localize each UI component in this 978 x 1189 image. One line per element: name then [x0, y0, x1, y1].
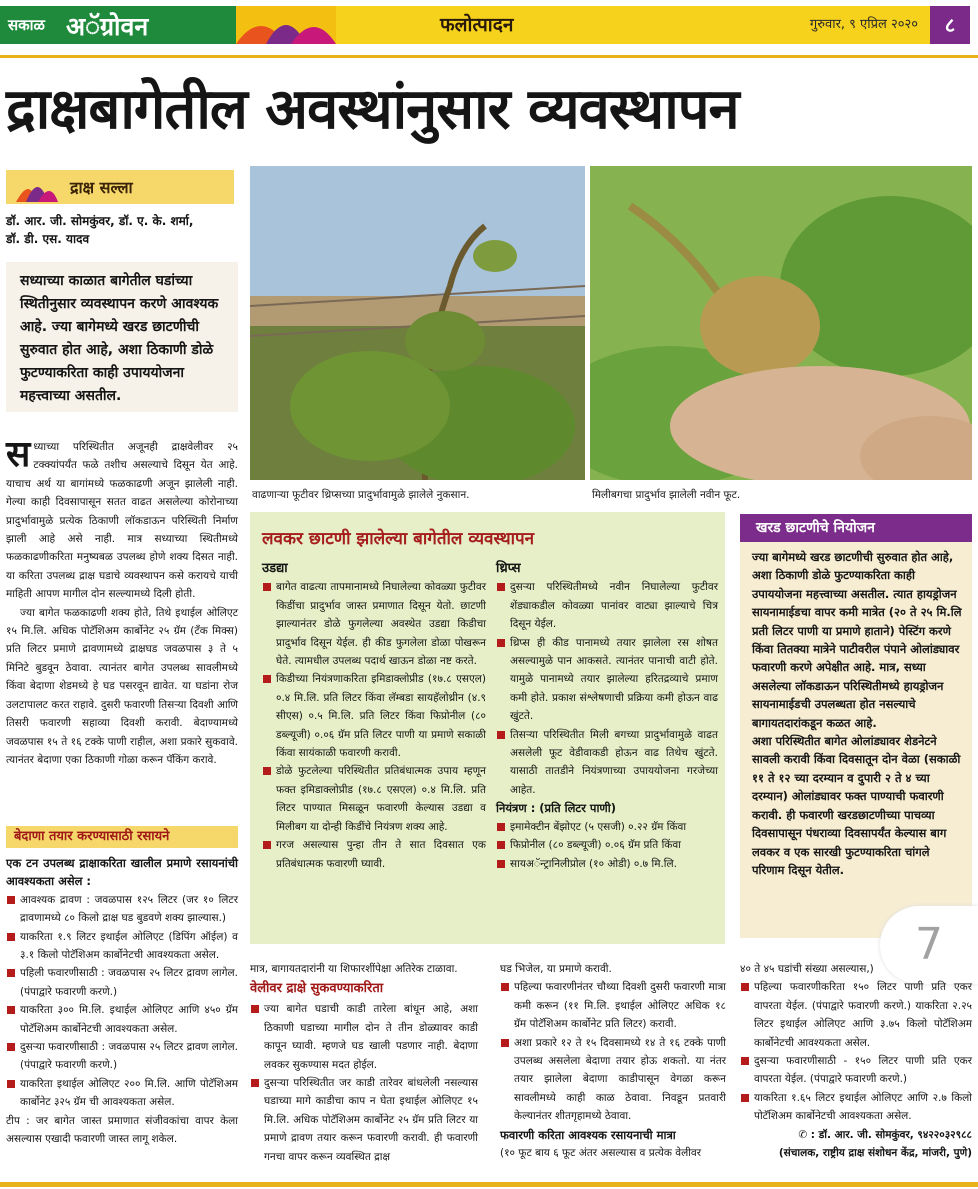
lead-text: सध्याच्या काळात बागेतील घडांच्या स्थितीनुसार व्यवस्थापन करणे आवश्यक आहे. ज्या बागेमध्ये खरड छाटणीची सुरुवात होत आहे, अशा ठिकाणी डोळे फुटण्याकरिता काही उपाययोजना महत्त्वाच्या असतील. — [20, 273, 219, 404]
raisin-note: टीप : जर बागेत जास्त प्रमाणात संजीवकांचा वापर केला असल्यास एखादी फवारणी जास्त लागू शकेल. — [6, 1114, 238, 1146]
early-pruning-col-1 — [262, 560, 486, 873]
control-heading: नियंत्रण : (प्रति लिटर पाणी) — [496, 801, 616, 816]
list-item: थ्रिप्स ही कीड पानामध्ये तयार झालेला रस शोषत असल्यामुळे पान आकसते. त्यानंतर पानाची वाटी होते. यामुळे पानामध्ये तयार झालेल्या हरितद्रव्याचे प्रमाण कमी होते. प्रकाश संश्लेषणाची प्रक्रिया कमी होऊन वाढ खुंटते. — [496, 634, 718, 726]
kharad-para-2: अशा परिस्थितीत बागेत ओलांड्यावर शेडनेटने सावली करावी किंवा दिवसातून दोन वेळा (सकाळी ११ ते १२ च्या दरम्यान व दुपारी २ ते ४ च्या दरम्यान) ओलांड्यावर फक्त पाण्याची फवारणी करावी. ही फवारणी खरडछाटणीच्या पाचव्या दिवसापासून पंधराव्या दिवसापर्यंत केल्यास बाग लवकर व एक सारखी फुटण्याकरिता चांगले परिणाम दिसून येतील. — [752, 734, 961, 877]
lotus-icon — [10, 170, 60, 204]
lower-text: घड भिजेल, या प्रमाणे करावी. — [500, 963, 612, 975]
list-item: फिप्रोनील (८० डब्ल्यूजी) ०.०६ ग्रॅम प्रति किंवा — [496, 836, 718, 854]
list-item: इमामेक्टीन बेंझोएट (५ एसजी) ०.२२ ग्रॅम किंवा — [496, 818, 718, 836]
list-item: पहिल्या फवारणीकरिता १५० लिटर पाणी प्रति एकर वापरता येईल. (पंपाद्वारे फवारणी करणे.) याकरिता २.२५ लिटर इथाईल ओलिएट आणि ३.७५ किलो पोटॅशिअम कार्बोनेटची आवश्यकता असेल. — [740, 978, 972, 1052]
lower-col-3 — [500, 960, 726, 1162]
author-line: डॉ. डी. एस. यादव — [6, 232, 90, 246]
list-item: ज्या बागेत घडाची काडी तारेला बांधून आहे, अशा ठिकाणी घडाच्या मागील दोन ते तीन डोळ्यावर काडी कापून घ्यावी. म्हणजे घड खाली पडणार नाही. बेदाणा लवकर सुकण्यास मदत होईल. — [250, 1000, 478, 1074]
list-item: याकरिता १.९ लिटर इथाईल ओलिएट (डिपिंग ऑईल) व ३.१ किलो पोटॅशिअम कार्बोनेटची आवश्यकता असेल. — [6, 928, 238, 965]
photo-caption-2: मिलीबगचा प्रादुर्भाव झालेली नवीन फूट. — [592, 489, 741, 501]
phone-icon: ✆ — [798, 1128, 808, 1141]
intro-para-1: ध्याच्या परिस्थितीत अजूनही द्राक्षवेलीवर २५ टक्क्यांपर्यंत फळे तशीच असल्याचे दिसून येत आहे. याचाच अर्थ या बागांमध्ये फळकाढणी अजून झालेली नाही. गेल्या काही दिवसापासून सतत वाढत असलेल्या कोरोनाच्या प्रादुर्भावामुळे प्रत्येक ठिकाणी लॉकडाऊन परिस्थिती निर्माण झाली आहे असे नाही. मात्र सध्याच्या स्थितीमध्ये फळकाढणीकरिता मनुष्यबळ उपलब्ध होणे शक्य दिसत नाही. या करिता उपलब्ध द्राक्ष घडाचे व्यवस्थापन कसे करायचे याची माहिती आपण मागील दोन सल्ल्यामध्ये दिली होती. — [6, 441, 238, 601]
list-item: दुसऱ्या परिस्थितीमध्ये नवीन निघालेल्या फुटीवर शेंड्याकडील कोवळ्या पानांवर वाट्या झाल्याचे चित्र दिसून येईल. — [496, 578, 718, 633]
kharad-heading: खरड छाटणीचे नियोजन — [740, 514, 972, 542]
raisin-list — [6, 854, 238, 1149]
section-name: फलोत्पादन — [440, 14, 514, 36]
list-item: आवश्यक द्रावण : जवळपास १२५ लिटर (जर १० लिटर द्रावणामध्ये ८० किलो द्राक्ष घड बुडवणे शक्य झाल्यास.) — [6, 891, 238, 928]
photo-thrips-damage — [250, 166, 585, 480]
list-item: अशा प्रकारे १२ ते १५ दिवसामध्ये १४ ते १६ टक्के पाणी उपलब्ध असलेला बेदाणा तयार होऊ शकतो. या नंतर तयार झालेला बेदाणा काडीपासून वेगळा करून सावलीमध्ये काही काळ ठेवावा. निवडून प्रतवारी केल्यानंतर शीतगृहामध्ये ठेवावा. — [500, 1034, 726, 1126]
author-line: डॉ. आर. जी. सोमकुंवर, डॉ. ए. के. शर्मा, — [6, 214, 194, 228]
list-item: दुसऱ्या फवारणीसाठी - १५० लिटर पाणी प्रति एकर वापरता येईल. (पंपाद्वारे फवारणी करणे.) — [740, 1052, 972, 1089]
brand-block — [0, 6, 236, 44]
author-block — [6, 212, 238, 248]
brand-small: सकाळ — [8, 16, 45, 34]
header-rule — [0, 55, 978, 58]
raisin-heading: बेदाणा तयार करण्यासाठी रसायने — [6, 826, 238, 848]
lower-text: (१० फूट बाय ६ फूट अंतर असल्यास व प्रत्येक वेलीवर — [500, 1147, 702, 1160]
page-number: ८ — [930, 6, 970, 44]
list-item: याकरिता इथाईल ओलिएट २०० मि.लि. आणि पोटॅशिअम कार्बोनेट ३२५ ग्रॅम ची आवश्यकता असेल. — [6, 1075, 238, 1112]
list-item: दुसऱ्या परिस्थितीत जर काडी तारेवर बांधलेली नसल्यास घडाच्या मागे काडीचा काप न घेता इथाईल ओलिएट १५ मि.लि. अधिक पोटॅशिअम कार्बोनेट २५ ग्रॅम प्रति लिटर या प्रमाणे द्रावण तयार करून फवारणी करावी. ही फवारणी गनचा वापर करून व्यवस्थित द्राक्ष — [250, 1074, 478, 1166]
column-label: द्राक्ष सल्ला — [70, 178, 133, 197]
kharad-text — [752, 548, 964, 879]
lower-subheading: फवारणी करिता आवश्यक रसायनाची मात्रा — [500, 1127, 676, 1142]
lower-col-4 — [740, 960, 972, 1162]
intro-text — [6, 434, 239, 769]
page-marker: 7 — [880, 906, 978, 984]
lotus-art-icon — [236, 6, 336, 44]
list-item: पहिली फवारणीसाठी : जवळपास २५ लिटर द्रावण लागेल. (पंपाद्वारे फवारणी करणे.) — [6, 964, 238, 1001]
list-item: दुसऱ्या फवारणीसाठी : जवळपास २५ लिटर द्रावण लागेल. (पंपाद्वारे फवारणी करणे.) — [6, 1038, 238, 1075]
photo-caption-1: वाढणाऱ्या फूटीवर थ्रिप्सच्या प्रादुर्भावामुळे झालेले नुकसान. — [252, 489, 470, 501]
raisin-subheading: एक टन उपलब्ध द्राक्षाकरिता खालील प्रमाणे रसायनांची आवश्यकता असेल : — [6, 856, 238, 889]
list-item: किडीच्या नियंत्रणाकरिता इमिडाक्लोप्रीड (१७.८ एसएल) ०.४ मि.लि. प्रति लिटर किंवा लॅम्बडा सायहॅलोथ्रीन (४.९ सीएस) ०.५ मि.लि. प्रति लिटर किंवा फिप्रोनील (८० डब्ल्यूजी) ०.०६ ग्रॅम प्रति लिटर पाणी या प्रमाणे सकाळी किंवा सायंकाळी फवारणी करावी. — [262, 670, 486, 762]
dropcap: स — [6, 434, 31, 475]
list-item: तिसऱ्या परिस्थितीत मिली बगच्या प्रादुर्भावामुळे वाढत असलेली फूट वेडीवाकडी होऊन वाढ तिथेच खुंटते. यासाठी तातडीने नियंत्रणाच्या उपाययोजना गरजेच्या आहेत. — [496, 726, 718, 800]
headline: द्राक्षबागेतील अवस्थांनुसार व्यवस्थापन — [6, 77, 739, 142]
footer-rule — [0, 1182, 978, 1187]
lower-text: मात्र, बागायतदारांनी या शिफारशींपेक्षा अतिरेक टाळावा. — [250, 963, 458, 975]
early-pruning-title: लवकर छाटणी झालेल्या बागेतील व्यवस्थापन — [262, 529, 535, 549]
list-item: याकरिता ३०० मि.लि. इथाईल ओलिएट आणि ४५० ग्रॅम पोटॅशिअम कार्बोनेटची आवश्यकता असेल. — [6, 1001, 238, 1038]
col-heading: उडद्या — [262, 561, 288, 576]
lower-col-2 — [250, 960, 478, 1166]
list-item: सायअॅन्ट्रानिलीप्रोल (१० ओडी) ०.७ मि.लि. — [496, 855, 718, 873]
contact-line: : डॉ. आर. जी. सोमकुंवर, ९४२२०३२९८८ — [810, 1128, 972, 1141]
list-item: गरज असल्यास पुन्हा तीन ते सात दिवसात एक प्रतिबंधात्मक फवारणी घ्यावी. — [262, 836, 486, 873]
early-pruning-col-2 — [496, 560, 718, 873]
author-affiliation: (संचालक, राष्ट्रीय द्राक्ष संशोधन केंद्र, मांजरी, पुणे) — [778, 1147, 972, 1160]
lower-heading: वेलीवर द्राक्षे सुकवण्याकरिता — [250, 981, 384, 997]
brand-name: अॅग्रोवन — [66, 12, 149, 41]
list-item: पहिल्या फवारणीनंतर चौथ्या दिवशी दुसरी फवारणी मात्रा कमी करून (११ मि.लि. इथाईल ओलिएट अधिक १८ ग्रॅम पोटॅशिअम कार्बोनेट प्रति लिटर) करावी. — [500, 978, 726, 1033]
lower-text: ४० ते ४५ घडांची संख्या असल्यास,) — [740, 963, 874, 975]
list-item: बागेत वाढत्या तापमानामध्ये निघालेल्या कोवळ्या फुटीवर किडींचा प्रादुर्भाव जास्त प्रमाणात दिसून येतो. छाटणी झाल्यानंतर डोळे फुगलेल्या अवस्थेत उडद्या किडीचा प्रादुर्भाव दिसून येईल. ही कीड फुगलेला डोळा पोखरून घेते. त्यामधील उपलब्ध पदार्थ खाऊन डोळा नष्ट करते. — [262, 578, 486, 670]
list-item: याकरिता १.६५ लिटर इथाईल ओलिएट आणि २.७ किलो पोटॅशिअम कार्बोनेटची आवश्यकता असेल. — [740, 1089, 972, 1126]
issue-date: गुरुवार, ९ एप्रिल २०२० — [809, 17, 918, 32]
col-heading: थ्रिप्स — [496, 561, 521, 576]
author-contact — [740, 1126, 972, 1144]
intro-para-2: ज्या बागेत फळकाढणी शक्य होते, तिथे इथाईल ओलिएट १५ मि.लि. अधिक पोटॅशिअम कार्बोनेट २५ ग्रॅम (टॅंक मिक्स) प्रति लिटर प्रमाणे द्रावणामध्ये द्राक्षघड जवळपास ३ ते ५ मिनिटे बुडवून ठेवावा. त्यानंतर बागेत उपलब्ध सावलीमध्ये किंवा बेदाणा शेडमध्ये हे घड पसरवून द्यावेत. या घडांना रोज उलटापालट करत राहावे. दुसरी फवारणी तिसऱ्या दिवशी आणि तिसरी फवारणी सहाव्या दिवशी करावी. बेदाण्यामध्ये जवळपास १५ ते १६ टक्के पाणी राहील, अशा प्रकारे सुकवावे. त्यानंतर बेदाणा एका ठिकाणी गोळा करून पॅकिंग करावे. — [6, 606, 239, 766]
kharad-para-1: ज्या बागेमध्ये खरड छाटणीची सुरुवात होत आहे, अशा ठिकाणी डोळे फुटण्याकरिता काही उपाययोजना महत्त्वाच्या असतील. त्यात हायड्रोजन सायनामाईडचा वापर कमी मात्रेत (२० ते २५ मि.लि प्रती लिटर पाणी या प्रमाणे हाताने) पेस्टिंग करणे किंवा तितक्या मात्रेने पाटीवरील पंपाने ओलांड्यावर फवारणी करणे अपेक्षीत आहे. मात्र, सध्या असलेल्या लॉकडाऊन परिस्थितीमध्ये हायड्रोजन सायनामाईडची उपलब्धता होत नसल्याचे बागायतदारांकडून कळत आहे. — [752, 550, 962, 730]
photo-mealybug-shoot — [590, 166, 972, 480]
list-item: डोळे फुटलेल्या परिस्थितीत प्रतिबंधात्मक उपाय म्हणून फक्त इमिडाक्लोप्रीड (१७.८ एसएल) ०.४ मि.लि. प्रति लिटर पाण्यात मिसळून फवारणी केल्यास उडद्या व मिलीबग या दोन्ही किडींचे नियंत्रण शक्य आहे. — [262, 762, 486, 836]
